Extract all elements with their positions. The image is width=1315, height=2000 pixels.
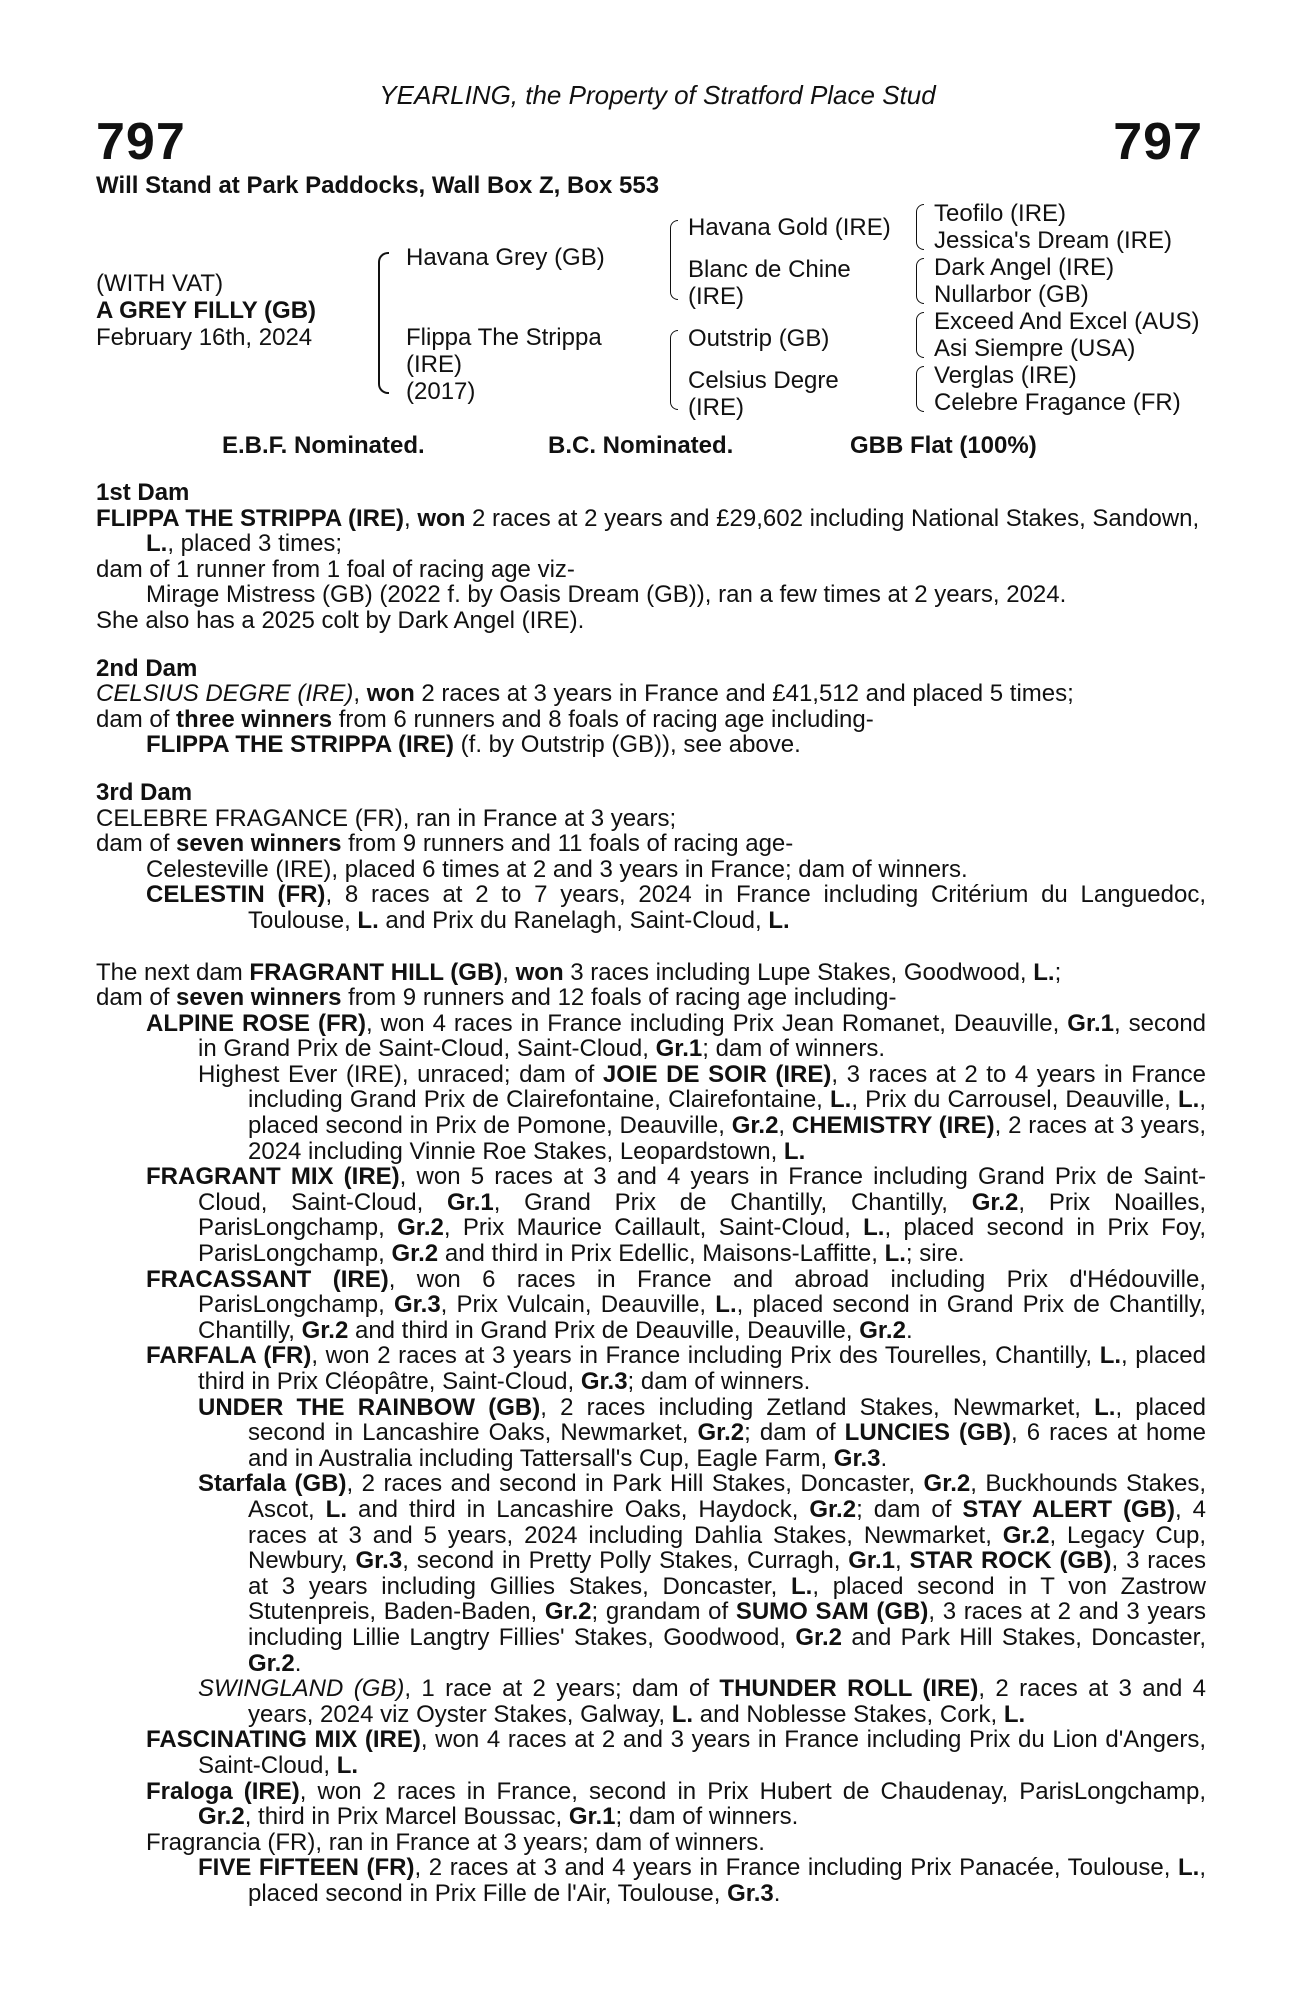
- text: , won 4 races in France including Prix Jean Romanet, Deauville,: [365, 1009, 1068, 1037]
- produce-name: CELESTIN (FR): [146, 881, 326, 909]
- bc-nomination: B.C. Nominated.: [548, 432, 734, 459]
- group-label: Gr.2: [1002, 1521, 1050, 1549]
- produce-name: THUNDER ROLL (IRE): [719, 1675, 979, 1703]
- text: dam of: [96, 830, 177, 858]
- text: , placed second in Lancashire Oaks, Newmarket,: [248, 1393, 1207, 1447]
- listed-label: L.: [884, 1240, 906, 1268]
- text: 3 races including Lupe Stakes, Goodwood,: [563, 958, 1034, 986]
- lot-number-right: 797: [1113, 113, 1203, 171]
- next-dam-produce-summary: [96, 985, 1206, 1011]
- brace-g1: [916, 204, 924, 250]
- produce-name: UNDER THE RAINBOW (GB): [198, 1393, 541, 1421]
- text: , 4 races at 3 and 5 years, 2024 including Dahlia Stakes, Newmarket,: [248, 1495, 1207, 1549]
- dam-dam: Celsius Degre: [688, 367, 839, 394]
- listed-label: L.: [1003, 1700, 1026, 1728]
- vat-note: (WITH VAT): [96, 270, 224, 297]
- text: Highest Ever (IRE), unraced; dam of: [198, 1060, 603, 1088]
- listed-label: L.: [1178, 1854, 1200, 1882]
- group-label: Gr.1: [1067, 1009, 1114, 1037]
- group-label: Gr.2: [544, 1598, 592, 1626]
- text: .: [880, 1444, 888, 1472]
- grandsire-3: Exceed And Excel (AUS): [934, 308, 1200, 335]
- brace-horse: [378, 252, 389, 394]
- catalogue-subtitle: YEARLING, the Property of Stratford Place Stud: [379, 80, 936, 110]
- text: and third in Lancashire Oaks, Haydock,: [347, 1495, 810, 1523]
- sire-sire: Havana Gold (IRE): [688, 214, 891, 241]
- text: , 3 races at 2 to 4 years in France including Grand Prix de Clairefontaine, Clairefontaine,: [248, 1060, 1206, 1114]
- group-label: Gr.1: [568, 1803, 616, 1831]
- text: , placed second in Prix de Pomone, Deauville,: [248, 1086, 1206, 1140]
- text: ; sire.: [905, 1240, 965, 1268]
- lot-number-left: 797: [96, 113, 186, 171]
- next-dam-name: FRAGRANT HILL (GB): [249, 958, 503, 986]
- produce-entry: [96, 882, 1206, 933]
- group-label: Gr.1: [655, 1035, 703, 1063]
- text: , placed second in Prix Foy, ParisLongchamp,: [198, 1214, 1206, 1268]
- third-dam-record: CELEBRE FRAGANCE (FR), ran in France at 3 years;: [96, 804, 677, 832]
- won-label: won: [417, 504, 466, 532]
- winners-count: seven winners: [176, 830, 342, 858]
- first-dam-heading: 1st Dam: [96, 479, 190, 506]
- text: ; dam of winners.: [702, 1035, 886, 1063]
- text: , 2 races at 3 and 4 years in France including Prix Panacée, Toulouse,: [414, 1854, 1179, 1882]
- dam-name: Flippa The Strippa: [406, 324, 602, 351]
- produce-entry: Celesteville (IRE), placed 6 times at 2 and 3 years in France; dam of winners.: [146, 855, 968, 883]
- produce-note: She also has a 2025 colt by Dark Angel (IRE).: [96, 606, 585, 634]
- produce-name: SWINGLAND (GB): [198, 1675, 405, 1703]
- listed-label: L.: [783, 1137, 806, 1165]
- sire-dam: Blanc de Chine: [688, 256, 851, 283]
- group-label: Gr.2: [971, 1188, 1019, 1216]
- listed-label: L.: [768, 906, 790, 934]
- pedigree-table: [96, 200, 1246, 430]
- group-label: Gr.2: [397, 1214, 444, 1242]
- brace-g4: [916, 366, 924, 412]
- group-label: Gr.2: [795, 1623, 843, 1651]
- produce-entry: Mirage Mistress (GB) (2022 f. by Oasis Dream (GB)), ran a few times at 2 years, 2024.: [146, 581, 1067, 609]
- produce-entry: [96, 1779, 1206, 1830]
- text: ; dam of winners.: [615, 1803, 799, 1831]
- text: , 8 races at 2 to 7 years, 2024 in France including Critérium du Languedoc, Toulouse,: [248, 881, 1206, 934]
- listed-label: L.: [1178, 1086, 1200, 1114]
- listed-label: L.: [863, 1214, 885, 1242]
- produce-name: FIVE FIFTEEN (FR): [198, 1854, 415, 1882]
- text: dam of: [96, 705, 177, 733]
- produce-entry: [96, 1676, 1206, 1727]
- text: (f. by Outstrip (GB)), see above.: [454, 731, 801, 759]
- won-label: won: [515, 958, 564, 986]
- text: and Noblesse Stakes, Cork,: [693, 1700, 1004, 1728]
- text: , placed second in Prix Fille de l'Air, Toulouse,: [248, 1854, 1207, 1907]
- text: from 9 runners and 11 foals of racing age-: [341, 830, 794, 858]
- listed-label: L.: [357, 906, 379, 934]
- listed-label: L.: [325, 1495, 347, 1523]
- produce-entry: [96, 1395, 1206, 1472]
- produce-name: FARFALA (FR): [146, 1342, 312, 1370]
- text: 2 races at 2 years and £29,602 including National Stakes, Sandown,: [465, 504, 1200, 532]
- produce-entry: [96, 1062, 1206, 1164]
- text: , Legacy Cup, Newbury,: [248, 1521, 1207, 1575]
- group-label: Gr.2: [198, 1803, 245, 1831]
- text: and Park Hill Stakes, Doncaster,: [842, 1623, 1206, 1651]
- granddam-2: Nullarbor (GB): [934, 281, 1089, 308]
- granddam-3: Asi Siempre (USA): [934, 335, 1136, 362]
- text: , won 6 races in France and abroad including Prix d'Hédouville, ParisLongchamp,: [198, 1265, 1206, 1319]
- text: ,: [894, 1547, 910, 1575]
- text: , Grand Prix de Chantilly, Chantilly,: [493, 1188, 972, 1216]
- text: , placed second in T von Zastrow Stutenpreis, Baden-Baden,: [248, 1572, 1206, 1626]
- text: , 2 races at 3 and 4 years, 2024 viz Oyster Stakes, Galway,: [248, 1675, 1206, 1728]
- next-dam-record: The next dam FRAGRANT HILL (GB), won 3 races including Lupe Stakes, Goodwood, L.;: [96, 958, 1062, 986]
- text: The next dam: [96, 958, 250, 986]
- listed-label: L.: [1033, 958, 1055, 986]
- listed-label: L.: [1099, 1342, 1122, 1370]
- produce-entry: [96, 1164, 1206, 1266]
- text: , Prix du Carrousel, Deauville,: [851, 1086, 1178, 1114]
- produce-entry: [96, 732, 1206, 758]
- group-label: Gr.3: [355, 1547, 403, 1575]
- produce-name: CHEMISTRY (IRE): [791, 1112, 995, 1140]
- text: .: [773, 1879, 781, 1907]
- text: ; dam of: [744, 1419, 845, 1447]
- second-dam-produce-summary: [96, 707, 1206, 733]
- foaling-date: February 16th, 2024: [96, 324, 313, 351]
- dam-country: (IRE): [406, 351, 462, 378]
- produce-entry: Fragrancia (FR), ran in France at 3 years; dam of winners.: [146, 1828, 765, 1856]
- grandsire-4: Verglas (IRE): [934, 362, 1077, 389]
- text: and third in Prix Edellic, Maisons-Laffitte,: [438, 1240, 885, 1268]
- group-label: Gr.3: [727, 1879, 774, 1907]
- produce-name: Fraloga (IRE): [146, 1777, 300, 1805]
- produce-entry: [96, 1727, 1206, 1778]
- sire-dam-country: (IRE): [688, 283, 744, 310]
- produce-name: STAY ALERT (GB): [962, 1495, 1176, 1523]
- brace-g2: [916, 258, 924, 304]
- produce-name: SUMO SAM (GB): [735, 1598, 929, 1626]
- text: ; dam of: [856, 1495, 963, 1523]
- produce-entry: [96, 1855, 1206, 1906]
- text: .: [294, 1649, 302, 1677]
- ebf-nomination: E.B.F. Nominated.: [222, 432, 425, 459]
- group-label: Gr.3: [580, 1368, 628, 1395]
- text: , Buckhounds Stakes, Ascot,: [248, 1470, 1207, 1523]
- horse-name: A GREY FILLY (GB): [96, 297, 317, 324]
- brace-g3: [916, 312, 924, 358]
- winners-count: three winners: [176, 705, 333, 733]
- group-label: Gr.3: [833, 1444, 881, 1472]
- text: ; dam of winners.: [627, 1368, 811, 1395]
- text: , won 5 races at 3 and 4 years in France including Grand Prix de Saint-Cloud, Saint-Cloud,: [198, 1163, 1206, 1216]
- group-label: Gr.2: [859, 1316, 906, 1344]
- text: 2 races at 3 years in France and £41,512 and placed 5 times;: [414, 680, 1074, 708]
- third-dam-produce-summary: [96, 831, 1206, 857]
- winners-count: seven winners: [176, 984, 342, 1012]
- group-label: Gr.2: [809, 1495, 857, 1523]
- listed-label: L.: [336, 1751, 359, 1779]
- text: ;: [1054, 958, 1062, 986]
- text: , placed 3 times;: [167, 530, 343, 558]
- second-dam-record: CELSIUS DEGRE (IRE), won 2 races at 3 years in France and £41,512 and placed 5 times;: [96, 680, 1074, 708]
- text: dam of: [96, 984, 177, 1012]
- text: .: [905, 1316, 913, 1344]
- text: , 2 races and second in Park Hill Stakes, Doncaster,: [346, 1470, 924, 1498]
- sire-name: Havana Grey (GB): [406, 244, 605, 271]
- text: from 9 runners and 12 foals of racing age including-: [341, 984, 897, 1012]
- produce-name: FASCINATING MIX (IRE): [146, 1726, 421, 1754]
- produce-name: FLIPPA THE STRIPPA (IRE): [146, 731, 455, 759]
- third-dam-heading: 3rd Dam: [96, 778, 193, 806]
- second-dam-name: CELSIUS DEGRE (IRE): [96, 680, 354, 708]
- text: , won 2 races at 3 years in France including Prix des Tourelles, Chantilly,: [311, 1342, 1100, 1370]
- text: , 2 races including Zetland Stakes, Newmarket,: [540, 1393, 1095, 1421]
- pedigree-details: [96, 480, 1206, 1906]
- produce-name: LUNCIES (GB): [844, 1419, 1012, 1447]
- text: , 3 races at 2 and 3 years including Lillie Langtry Fillies' Stakes, Goodwood,: [248, 1598, 1207, 1651]
- text: , won 2 races in France, second in Prix Hubert de Chaudenay, ParisLongchamp,: [299, 1777, 1207, 1805]
- second-dam-heading: 2nd Dam: [96, 654, 198, 682]
- dam-year: (2017): [406, 378, 476, 405]
- produce-name: FRACASSANT (IRE): [146, 1265, 389, 1293]
- group-label: Gr.2: [301, 1316, 349, 1344]
- text: , 3 races at 3 years including Gillies Stakes, Doncaster,: [248, 1547, 1206, 1600]
- produce-entry: [96, 1011, 1206, 1062]
- first-dam-record: FLIPPA THE STRIPPA (IRE), won 2 races at 2 years and £29,602 including National Stakes, Sandown, L., placed 3 times;: [96, 504, 1200, 558]
- text: , 6 races at home and in Australia including Tattersall's Cup, Eagle Farm,: [248, 1419, 1206, 1472]
- grandsire-2: Dark Angel (IRE): [934, 254, 1115, 281]
- text: , Prix Maurice Caillault, Saint-Cloud,: [443, 1214, 864, 1242]
- produce-name: FRAGRANT MIX (IRE): [146, 1163, 400, 1191]
- listed-label: L.: [830, 1086, 852, 1114]
- won-label: won: [366, 680, 415, 708]
- listed-label: L.: [715, 1291, 737, 1319]
- group-label: Gr.2: [248, 1649, 295, 1677]
- first-dam-name: FLIPPA THE STRIPPA (IRE): [96, 504, 405, 532]
- group-label: Gr.1: [848, 1547, 895, 1575]
- produce-entry: [96, 1471, 1206, 1676]
- first-dam-produce-summary: dam of 1 runner from 1 foal of racing age viz-: [96, 555, 575, 583]
- text: , Prix Vulcain, Deauville,: [440, 1291, 716, 1319]
- text: ,: [778, 1112, 792, 1140]
- group-label: Gr.2: [697, 1419, 745, 1447]
- text: , third in Prix Marcel Boussac,: [244, 1803, 569, 1831]
- produce-name: STAR ROCK (GB): [909, 1547, 1112, 1575]
- group-label: Gr.2: [731, 1112, 779, 1140]
- listed-label: L.: [791, 1572, 813, 1600]
- gbb-flat: GBB Flat (100%): [850, 432, 1037, 459]
- dam-dam-country: (IRE): [688, 394, 744, 421]
- granddam-4: Celebre Fragance (FR): [934, 389, 1181, 416]
- listed-label: L.: [671, 1700, 694, 1728]
- group-label: Gr.2: [391, 1240, 439, 1268]
- text: , second in Grand Prix de Saint-Cloud, Saint-Cloud,: [198, 1009, 1207, 1063]
- text: , Prix Noailles, ParisLongchamp,: [198, 1188, 1206, 1242]
- produce-entry: [96, 1267, 1206, 1344]
- text: and third in Grand Prix de Deauville, Deauville,: [348, 1316, 860, 1344]
- produce-entry: [96, 1343, 1206, 1394]
- text: , placed third in Prix Cléopâtre, Saint-Cloud,: [198, 1342, 1206, 1395]
- brace-sire: [670, 220, 678, 300]
- stand-location: Will Stand at Park Paddocks, Wall Box Z, Box 553: [96, 172, 660, 199]
- group-label: Gr.1: [447, 1188, 494, 1216]
- dam-sire: Outstrip (GB): [688, 325, 830, 352]
- grandsire-1: Teofilo (IRE): [934, 200, 1067, 227]
- brace-dam: [670, 330, 678, 410]
- text: , 1 race at 2 years; dam of: [404, 1675, 720, 1703]
- text: , placed second in Grand Prix de Chantilly, Chantilly,: [198, 1291, 1206, 1344]
- produce-name: JOIE DE SOIR (IRE): [602, 1060, 832, 1088]
- text: and Prix du Ranelagh, Saint-Cloud,: [378, 906, 769, 934]
- produce-name: ALPINE ROSE (FR): [146, 1009, 366, 1037]
- produce-name: Starfala (GB): [198, 1470, 347, 1498]
- text: from 6 runners and 8 foals of racing age including-: [332, 705, 874, 733]
- listed-label: L.: [146, 530, 168, 558]
- group-label: Gr.3: [393, 1291, 441, 1319]
- granddam-1: Jessica's Dream (IRE): [934, 227, 1172, 254]
- group-label: Gr.2: [923, 1470, 971, 1498]
- text: , second in Pretty Polly Stakes, Curragh,: [402, 1547, 849, 1575]
- text: ; grandam of: [591, 1598, 736, 1626]
- text: , 2 races at 3 years, 2024 including Vinnie Roe Stakes, Leopardstown,: [248, 1112, 1206, 1165]
- listed-label: L.: [1094, 1393, 1116, 1421]
- text: , won 4 races at 2 and 3 years in France including Prix du Lion d'Angers, Saint-Cloud,: [198, 1726, 1206, 1779]
